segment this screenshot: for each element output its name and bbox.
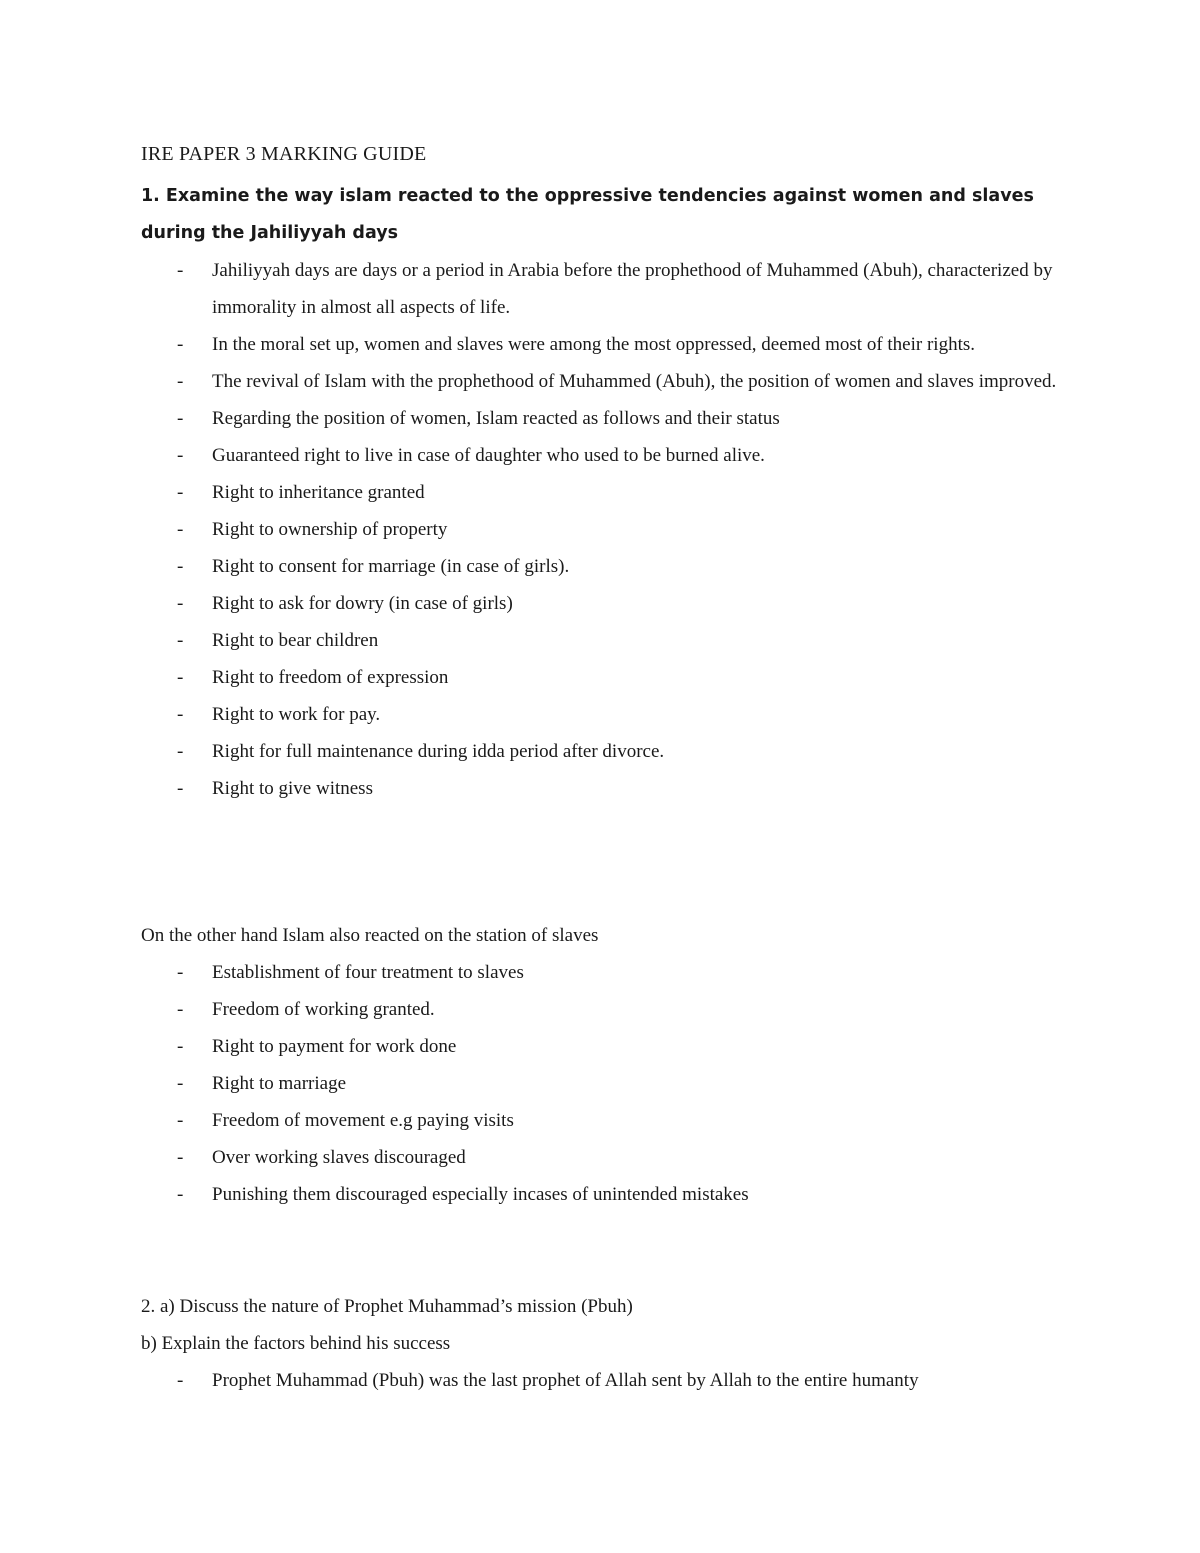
list-item-text: Right to ownership of property [212, 519, 448, 540]
list-item-text: Right to payment for work done [212, 1036, 457, 1057]
dash-bullet: - [177, 1370, 184, 1391]
list-item-text: The revival of Islam with the prophethood of Muhammed (Abuh), the position of women and slaves improved. [212, 371, 1057, 392]
list-item [141, 696, 1062, 733]
list-item-text: Punishing them discouraged especially incases of unintended mistakes [212, 1184, 749, 1205]
dash-bullet: - [177, 704, 184, 725]
dash-bullet: - [177, 1147, 184, 1168]
list-item-text: Prophet Muhammad (Pbuh) was the last prophet of Allah sent by Allah to the entire humanty [212, 1370, 919, 1391]
dash-bullet: - [177, 371, 184, 392]
question-1-heading: 1. Examine the way islam reacted to the oppressive tendencies against women and slaves during the Jahiliyyah days [141, 186, 1034, 243]
dash-bullet: - [177, 482, 184, 503]
list-item-text: Right to freedom of expression [212, 667, 449, 688]
list-item-text: Right to consent for marriage (in case of girls). [212, 556, 570, 577]
list-item-text: Right to work for pay. [212, 704, 381, 725]
list-item [141, 437, 1062, 474]
list-item [141, 252, 1062, 326]
list-item [141, 733, 1062, 770]
list-item [141, 991, 1062, 1028]
slaves-points-list [141, 954, 1062, 1213]
list-item-text: Over working slaves discouraged [212, 1147, 466, 1168]
list-item [141, 770, 1062, 807]
list-item [141, 400, 1062, 437]
list-item [141, 548, 1062, 585]
dash-bullet: - [177, 1184, 184, 1205]
list-item [141, 585, 1062, 622]
list-item-text: Freedom of working granted. [212, 999, 435, 1020]
question-2-points-list [141, 1362, 1062, 1399]
list-item [141, 1102, 1062, 1139]
list-item [141, 326, 1062, 363]
list-item-text: Establishment of four treatment to slaves [212, 962, 524, 983]
dash-bullet: - [177, 334, 184, 355]
dash-bullet: - [177, 778, 184, 799]
women-points-list [141, 252, 1062, 807]
list-item-text: Right to inheritance granted [212, 482, 425, 503]
list-item-text: Regarding the position of women, Islam reacted as follows and their status [212, 408, 780, 429]
list-item [141, 1176, 1062, 1213]
list-item-text: Right to ask for dowry (in case of girls) [212, 593, 513, 614]
dash-bullet: - [177, 741, 184, 762]
dash-bullet: - [177, 999, 184, 1020]
list-item [141, 1139, 1062, 1176]
list-item [141, 659, 1062, 696]
question-2a-heading: 2. a) Discuss the nature of Prophet Muhammad’s mission (Pbuh) [141, 1296, 633, 1317]
list-item [141, 474, 1062, 511]
list-item-text: Guaranteed right to live in case of daughter who used to be burned alive. [212, 445, 765, 466]
list-item-text: In the moral set up, women and slaves were among the most oppressed, deemed most of their rights. [212, 334, 975, 355]
dash-bullet: - [177, 1110, 184, 1131]
list-item [141, 622, 1062, 659]
dash-bullet: - [177, 519, 184, 540]
list-item [141, 1065, 1062, 1102]
list-item-text: Jahiliyyah days are days or a period in Arabia before the prophethood of Muhammed (Abuh), characterized by immorality in almost all aspects of life. [212, 260, 1053, 318]
dash-bullet: - [177, 962, 184, 983]
dash-bullet: - [177, 445, 184, 466]
list-item-text: Right to give witness [212, 778, 373, 799]
dash-bullet: - [177, 408, 184, 429]
dash-bullet: - [177, 1036, 184, 1057]
question-2b-heading: b) Explain the factors behind his success [141, 1333, 451, 1354]
slaves-intro: On the other hand Islam also reacted on the station of slaves [141, 925, 599, 946]
list-item-text: Freedom of movement e.g paying visits [212, 1110, 514, 1131]
dash-bullet: - [177, 667, 184, 688]
dash-bullet: - [177, 556, 184, 577]
list-item [141, 363, 1062, 400]
list-item-text: Right to bear children [212, 630, 379, 651]
list-item [141, 954, 1062, 991]
list-item [141, 511, 1062, 548]
dash-bullet: - [177, 260, 184, 281]
dash-bullet: - [177, 1073, 184, 1094]
list-item [141, 1028, 1062, 1065]
dash-bullet: - [177, 630, 184, 651]
list-item-text: Right for full maintenance during idda period after divorce. [212, 741, 665, 762]
dash-bullet: - [177, 593, 184, 614]
list-item-text: Right to marriage [212, 1073, 347, 1094]
list-item [141, 1362, 1062, 1399]
document-title: IRE PAPER 3 MARKING GUIDE [141, 143, 427, 165]
